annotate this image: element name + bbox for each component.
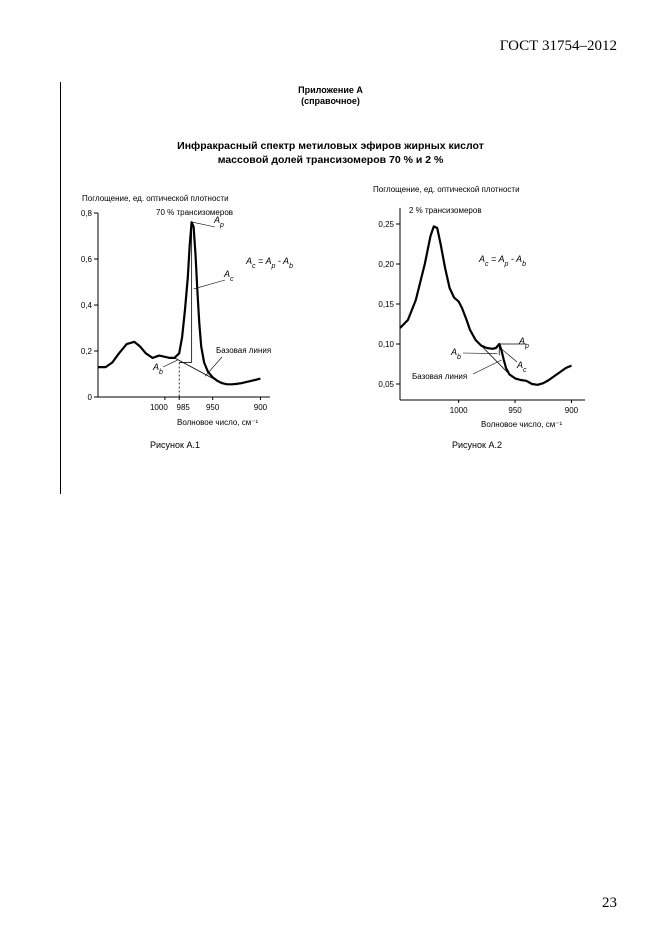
baseline-leader [473, 360, 502, 374]
x-tick-label: 950 [205, 403, 220, 412]
y-tick-label: 0,6 [80, 255, 92, 264]
x-tick-label: 900 [253, 403, 268, 412]
formula-text: $A_c = A_p - A_b$ [479, 254, 526, 268]
ac-label: $A_c$ [517, 360, 527, 374]
baseline-label: Базовая линия [216, 346, 272, 355]
y-tick-label: 0,25 [378, 220, 394, 229]
y-tick-label: 0,8 [80, 209, 92, 218]
y-axis-label: Поглощение, ед. оптической плотности [82, 194, 229, 203]
y-tick-label: 0,05 [378, 380, 394, 389]
ap-label: $A_p$ [519, 336, 529, 350]
series-label: 2 % трансизомеров [409, 206, 482, 215]
y-axis-label: Поглощение, ед. оптической плотности [373, 185, 520, 194]
spectrum-line [400, 226, 572, 384]
x-tick-label: 985 [176, 403, 190, 412]
ab-label: $A_b$ [153, 362, 163, 376]
chart-figure-a1 [60, 185, 310, 435]
annex-subtitle: (справочное) [301, 96, 360, 106]
ap-label: $A_p$ [214, 215, 224, 229]
y-tick-label: 0,4 [80, 301, 92, 310]
series-label: 70 % трансизомеров [156, 208, 234, 217]
doc-title-line2: массовой долей трансизомеров 70 % и 2 % [217, 154, 444, 166]
baseline-leader [205, 357, 222, 376]
ab-leader [163, 360, 177, 367]
doc-title-line1: Инфракрасный спектр метиловых эфиров жирных кислот [177, 140, 484, 152]
y-tick-label: 0,20 [378, 260, 394, 269]
y-tick-label: 0,15 [378, 300, 394, 309]
y-tick-label: 0,10 [378, 340, 394, 349]
x-tick-label: 1000 [149, 403, 168, 412]
x-tick-label: 950 [508, 406, 522, 415]
chart-figure-a2 [355, 178, 615, 438]
annex-title: Приложение А [298, 85, 363, 95]
x-axis-label: Волновое число, см⁻¹ [177, 418, 259, 427]
ab-label: $A_b$ [451, 347, 461, 361]
ac-leader [194, 280, 225, 289]
ap-leader [193, 222, 215, 227]
x-tick-label: 900 [564, 406, 579, 415]
standard-code: ГОСТ 31754–2012 [499, 38, 617, 54]
caption-figure-a1: Рисунок А.1 [150, 440, 200, 450]
formula-text: $A_c = A_p - A_b$ [246, 256, 293, 270]
x-axis-label: Волновое число, см⁻¹ [481, 420, 563, 429]
baseline-line [481, 346, 509, 375]
baseline-label: Базовая линия [412, 372, 468, 381]
page-number: 23 [602, 895, 617, 911]
caption-figure-a2: Рисунок А.2 [452, 440, 502, 450]
ab-leader [463, 353, 497, 354]
spectrum-line [98, 222, 260, 384]
y-tick-label: 0 [87, 393, 92, 402]
y-tick-label: 0,2 [80, 347, 92, 356]
ac-label: $A_c$ [224, 269, 234, 283]
x-tick-label: 1000 [449, 406, 468, 415]
